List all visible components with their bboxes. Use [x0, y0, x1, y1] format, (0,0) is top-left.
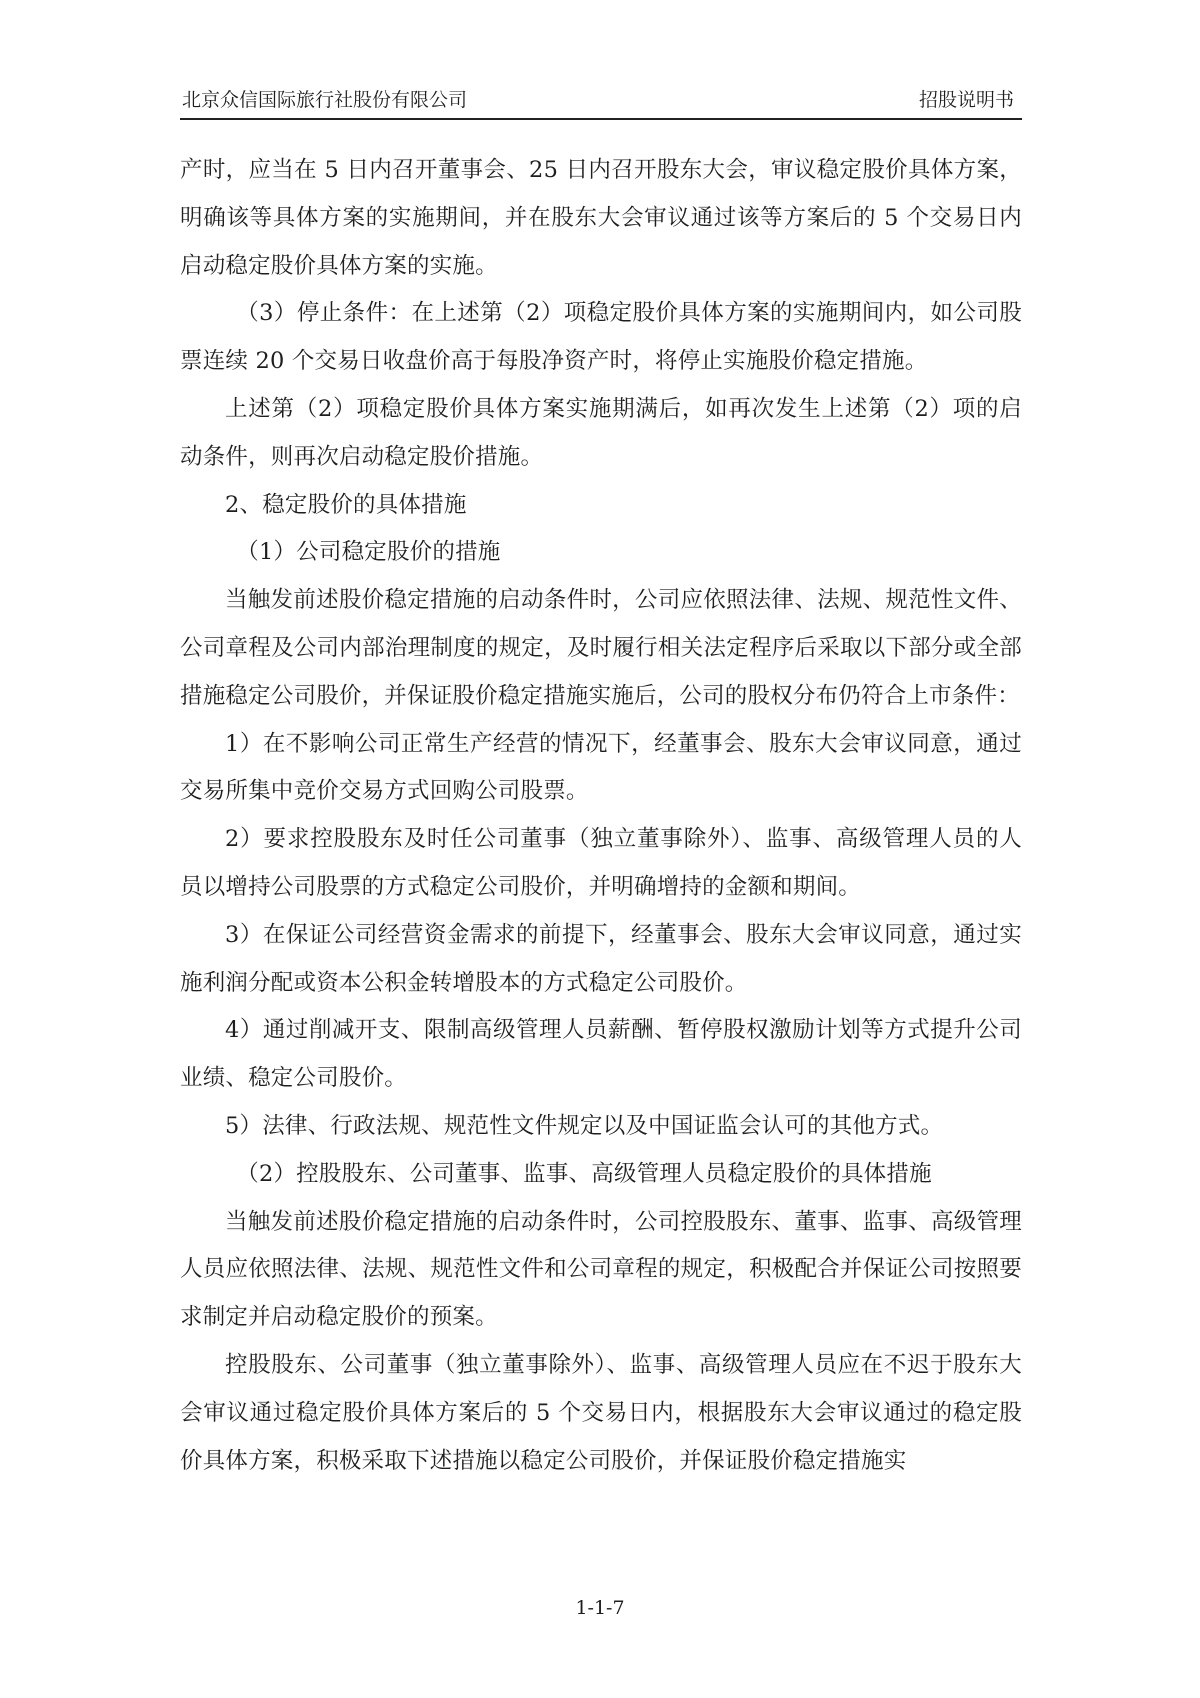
- paragraph: （3）停止条件：在上述第（2）项稳定股价具体方案的实施期间内，如公司股票连续 20 个交易日收盘价高于每股净资产时，将停止实施股价稳定措施。: [180, 300, 1022, 375]
- paragraph: 控股股东、公司董事（独立董事除外）、监事、高级管理人员应在不迟于股东大会审议通过稳定股价具体方案后的 5 个交易日内，根据股东大会审议通过的稳定股价具体方案，积极采取下述措施以稳定公司股价，并保证股价稳定措施实: [180, 1351, 1022, 1474]
- page-header: [180, 86, 1022, 120]
- subsection-heading: （2）控股股东、公司董事、监事、高级管理人员稳定股价的具体措施: [236, 1160, 932, 1187]
- page-number: 1-1-7: [575, 1597, 625, 1619]
- subsection-heading: （1）公司稳定股价的措施: [236, 539, 501, 566]
- header-company-name: 北京众信国际旅行社股份有限公司: [182, 89, 468, 111]
- paragraph: 当触发前述股价稳定措施的启动条件时，公司控股股东、董事、监事、高级管理人员应依照法律、法规、规范性文件和公司章程的规定，积极配合并保证公司按照要求制定并启动稳定股价的预案。: [180, 1208, 1022, 1331]
- paragraph: 当触发前述股价稳定措施的启动条件时，公司应依照法律、法规、规范性文件、公司章程及公司内部治理制度的规定，及时履行相关法定程序后采取以下部分或全部措施稳定公司股价，并保证股价稳定措施实施后，公司的股权分布仍符合上市条件：: [180, 587, 1022, 709]
- list-item: 4）通过削减开支、限制高级管理人员薪酬、暂停股权激励计划等方式提升公司业绩、稳定公司股价。: [180, 1017, 1022, 1092]
- list-item: 3）在保证公司经营资金需求的前提下，经董事会、股东大会审议同意，通过实施利润分配或资本公积金转增股本的方式稳定公司股价。: [180, 921, 1022, 996]
- document-body: [180, 147, 1022, 1485]
- list-item: 5）法律、行政法规、规范性文件规定以及中国证监会认可的其他方式。: [225, 1112, 944, 1139]
- header-document-type: 招股说明书: [918, 89, 1014, 111]
- list-item: 1）在不影响公司正常生产经营的情况下，经董事会、股东大会审议同意，通过交易所集中竞价交易方式回购公司股票。: [180, 730, 1022, 805]
- paragraph: 产时，应当在 5 日内召开董事会、25 日内召开股东大会，审议稳定股价具体方案，明确该等具体方案的实施期间，并在股东大会审议通过该等方案后的 5 个交易日内启动稳定股价具体方案的实施。: [180, 157, 1022, 279]
- list-item: 2）要求控股股东及时任公司董事（独立董事除外）、监事、高级管理人员的人员以增持公司股票的方式稳定公司股价，并明确增持的金额和期间。: [180, 826, 1022, 900]
- section-heading: 2、稳定股价的具体措施: [225, 491, 467, 518]
- paragraph: 上述第（2）项稳定股价具体方案实施期满后，如再次发生上述第（2）项的启动条件，则再次启动稳定股价措施。: [180, 395, 1022, 470]
